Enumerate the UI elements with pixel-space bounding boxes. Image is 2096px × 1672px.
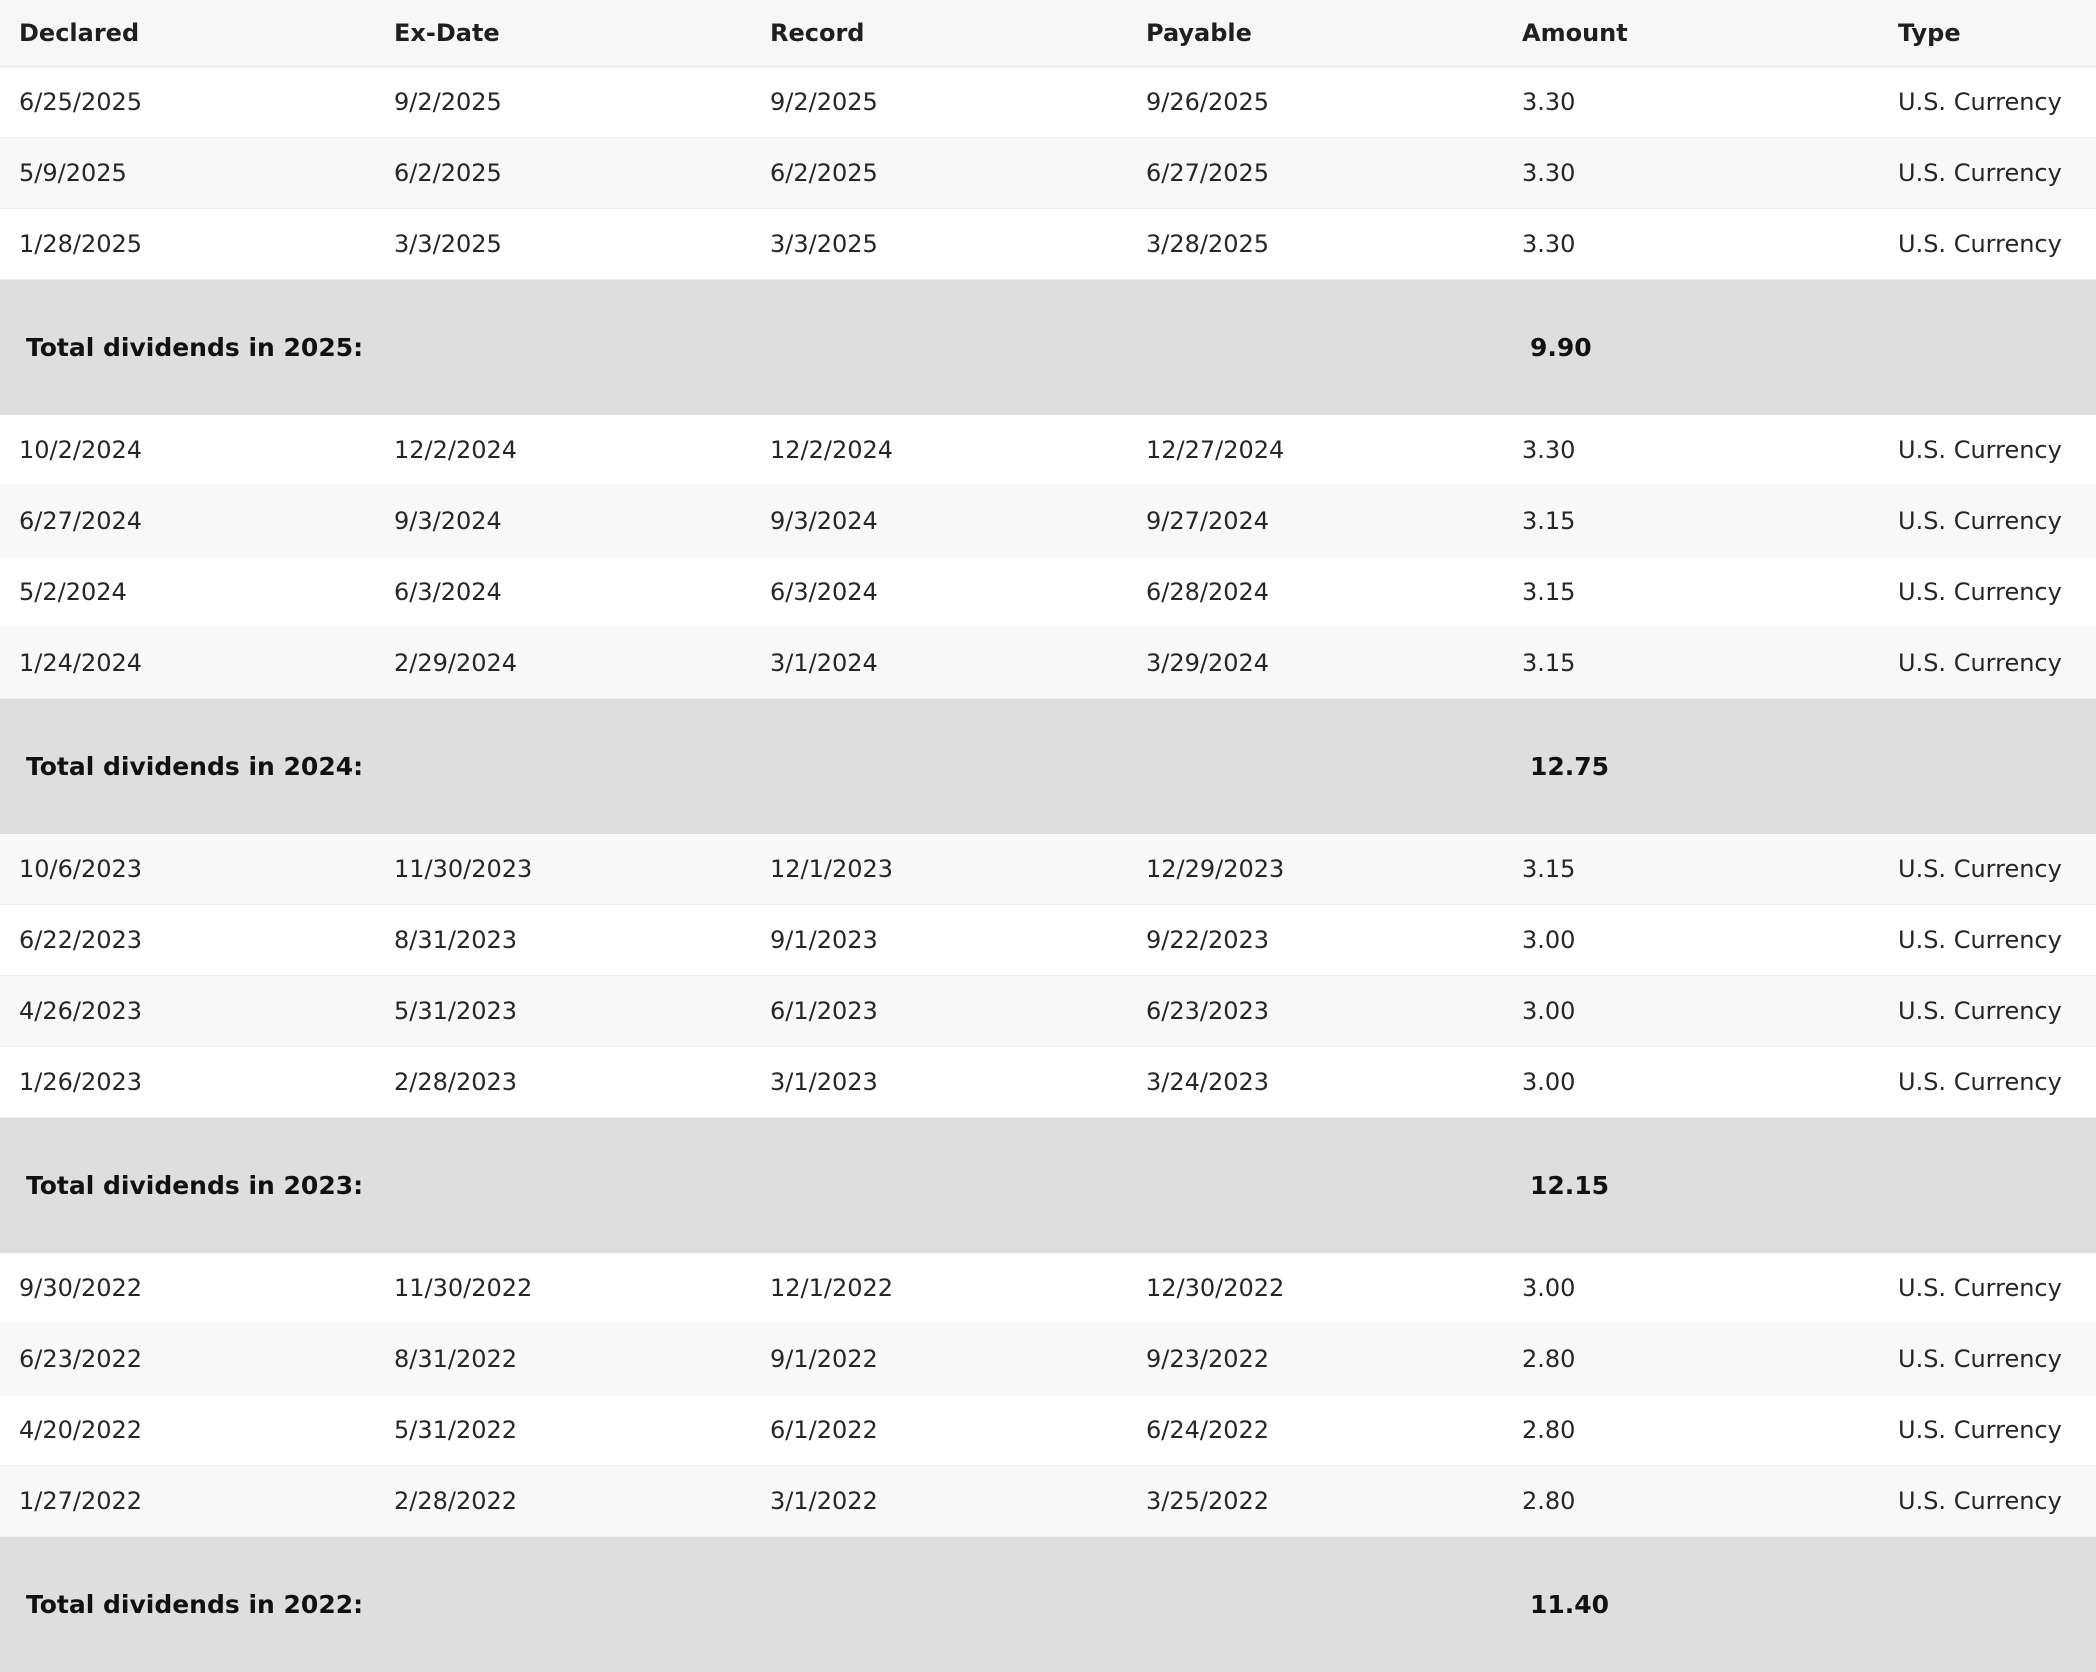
- declared-date-cell: 10/6/2023: [19, 855, 143, 883]
- amount-cell: 3.30: [1522, 230, 1576, 258]
- ex-date-cell: 9/2/2025: [394, 88, 502, 116]
- ex-date-cell: 8/31/2023: [394, 926, 518, 954]
- total-dividends-label: Total dividends in 2022:: [26, 1590, 364, 1619]
- record-date-cell: 3/1/2022: [770, 1487, 878, 1515]
- record-date-cell: 3/3/2025: [770, 230, 878, 258]
- type-cell: U.S. Currency: [1898, 230, 2062, 258]
- declared-date-cell: 9/30/2022: [19, 1274, 143, 1302]
- table-row: [0, 1047, 2096, 1118]
- declared-date-cell: 1/28/2025: [19, 230, 143, 258]
- table-row: [0, 67, 2096, 138]
- ex-date-cell: 11/30/2023: [394, 855, 533, 883]
- amount-cell: 3.30: [1522, 436, 1576, 464]
- column-header-payable: Payable: [1146, 19, 1252, 47]
- type-cell: U.S. Currency: [1898, 436, 2062, 464]
- table-row: [0, 138, 2096, 209]
- type-cell: U.S. Currency: [1898, 507, 2062, 535]
- payable-date-cell: 3/28/2025: [1146, 230, 1270, 258]
- amount-cell: 2.80: [1522, 1416, 1576, 1444]
- ex-date-cell: 6/2/2025: [394, 159, 502, 187]
- record-date-cell: 6/3/2024: [770, 578, 878, 606]
- type-cell: U.S. Currency: [1898, 926, 2062, 954]
- ex-date-cell: 6/3/2024: [394, 578, 502, 606]
- declared-date-cell: 5/9/2025: [19, 159, 127, 187]
- amount-cell: 3.15: [1522, 507, 1576, 535]
- table-row: [0, 1395, 2096, 1466]
- record-date-cell: 9/3/2024: [770, 507, 878, 535]
- total-dividends-value: 12.15: [1530, 1171, 1610, 1200]
- column-header-ex-date: Ex-Date: [394, 19, 500, 47]
- type-cell: U.S. Currency: [1898, 1345, 2062, 1373]
- declared-date-cell: 1/26/2023: [19, 1068, 143, 1096]
- payable-date-cell: 6/23/2023: [1146, 997, 1270, 1025]
- table-row: [0, 628, 2096, 699]
- type-cell: U.S. Currency: [1898, 1487, 2062, 1515]
- column-header-amount: Amount: [1522, 19, 1628, 47]
- ex-date-cell: 2/28/2023: [394, 1068, 518, 1096]
- ex-date-cell: 9/3/2024: [394, 507, 502, 535]
- record-date-cell: 6/1/2022: [770, 1416, 878, 1444]
- record-date-cell: 12/2/2024: [770, 436, 894, 464]
- ex-date-cell: 11/30/2022: [394, 1274, 533, 1302]
- amount-cell: 3.15: [1522, 649, 1576, 677]
- payable-date-cell: 9/26/2025: [1146, 88, 1270, 116]
- payable-date-cell: 3/29/2024: [1146, 649, 1270, 677]
- ex-date-cell: 8/31/2022: [394, 1345, 518, 1373]
- type-cell: U.S. Currency: [1898, 159, 2062, 187]
- record-date-cell: 3/1/2023: [770, 1068, 878, 1096]
- table-header-row: [0, 0, 2096, 67]
- type-cell: U.S. Currency: [1898, 855, 2062, 883]
- payable-date-cell: 12/27/2024: [1146, 436, 1285, 464]
- type-cell: U.S. Currency: [1898, 997, 2062, 1025]
- ex-date-cell: 12/2/2024: [394, 436, 518, 464]
- total-dividends-value: 11.40: [1530, 1590, 1610, 1619]
- table-row: [0, 1466, 2096, 1537]
- amount-cell: 3.30: [1522, 88, 1576, 116]
- total-dividends-value: 12.75: [1530, 752, 1610, 781]
- amount-cell: 3.00: [1522, 997, 1576, 1025]
- record-date-cell: 9/1/2023: [770, 926, 878, 954]
- column-header-declared: Declared: [19, 19, 140, 47]
- amount-cell: 3.15: [1522, 855, 1576, 883]
- total-dividends-label: Total dividends in 2025:: [26, 333, 364, 362]
- declared-date-cell: 10/2/2024: [19, 436, 143, 464]
- payable-date-cell: 6/28/2024: [1146, 578, 1270, 606]
- declared-date-cell: 4/26/2023: [19, 997, 143, 1025]
- type-cell: U.S. Currency: [1898, 1274, 2062, 1302]
- table-row: [0, 1324, 2096, 1395]
- amount-cell: 2.80: [1522, 1487, 1576, 1515]
- table-row: [0, 415, 2096, 486]
- ex-date-cell: 3/3/2025: [394, 230, 502, 258]
- record-date-cell: 12/1/2022: [770, 1274, 894, 1302]
- record-date-cell: 9/2/2025: [770, 88, 878, 116]
- payable-date-cell: 9/23/2022: [1146, 1345, 1270, 1373]
- declared-date-cell: 6/23/2022: [19, 1345, 143, 1373]
- payable-date-cell: 3/24/2023: [1146, 1068, 1270, 1096]
- amount-cell: 2.80: [1522, 1345, 1576, 1373]
- payable-date-cell: 12/29/2023: [1146, 855, 1285, 883]
- payable-date-cell: 6/24/2022: [1146, 1416, 1270, 1444]
- record-date-cell: 6/1/2023: [770, 997, 878, 1025]
- total-row-2023: [0, 1118, 2096, 1253]
- total-dividends-value: 9.90: [1530, 333, 1592, 362]
- total-dividends-label: Total dividends in 2023:: [26, 1171, 364, 1200]
- payable-date-cell: 9/22/2023: [1146, 926, 1270, 954]
- table-row: [0, 209, 2096, 280]
- column-header-type: Type: [1898, 19, 1961, 47]
- type-cell: U.S. Currency: [1898, 1416, 2062, 1444]
- total-row-2025: [0, 280, 2096, 415]
- ex-date-cell: 2/28/2022: [394, 1487, 518, 1515]
- amount-cell: 3.00: [1522, 1068, 1576, 1096]
- ex-date-cell: 5/31/2022: [394, 1416, 518, 1444]
- table-row: [0, 486, 2096, 557]
- declared-date-cell: 1/24/2024: [19, 649, 143, 677]
- amount-cell: 3.00: [1522, 926, 1576, 954]
- type-cell: U.S. Currency: [1898, 578, 2062, 606]
- ex-date-cell: 2/29/2024: [394, 649, 518, 677]
- declared-date-cell: 6/25/2025: [19, 88, 143, 116]
- declared-date-cell: 1/27/2022: [19, 1487, 143, 1515]
- table-row: [0, 905, 2096, 976]
- table-row: [0, 1253, 2096, 1324]
- declared-date-cell: 5/2/2024: [19, 578, 127, 606]
- declared-date-cell: 4/20/2022: [19, 1416, 143, 1444]
- table-row: [0, 557, 2096, 628]
- record-date-cell: 9/1/2022: [770, 1345, 878, 1373]
- amount-cell: 3.00: [1522, 1274, 1576, 1302]
- payable-date-cell: 3/25/2022: [1146, 1487, 1270, 1515]
- amount-cell: 3.30: [1522, 159, 1576, 187]
- column-header-record: Record: [770, 19, 865, 47]
- table-row: [0, 834, 2096, 905]
- record-date-cell: 12/1/2023: [770, 855, 894, 883]
- record-date-cell: 6/2/2025: [770, 159, 878, 187]
- payable-date-cell: 9/27/2024: [1146, 507, 1270, 535]
- total-dividends-label: Total dividends in 2024:: [26, 752, 364, 781]
- amount-cell: 3.15: [1522, 578, 1576, 606]
- payable-date-cell: 12/30/2022: [1146, 1274, 1285, 1302]
- table-row: [0, 976, 2096, 1047]
- type-cell: U.S. Currency: [1898, 649, 2062, 677]
- payable-date-cell: 6/27/2025: [1146, 159, 1270, 187]
- type-cell: U.S. Currency: [1898, 1068, 2062, 1096]
- total-row-2022: [0, 1537, 2096, 1672]
- declared-date-cell: 6/22/2023: [19, 926, 143, 954]
- declared-date-cell: 6/27/2024: [19, 507, 143, 535]
- total-row-2024: [0, 699, 2096, 834]
- ex-date-cell: 5/31/2023: [394, 997, 518, 1025]
- record-date-cell: 3/1/2024: [770, 649, 878, 677]
- type-cell: U.S. Currency: [1898, 88, 2062, 116]
